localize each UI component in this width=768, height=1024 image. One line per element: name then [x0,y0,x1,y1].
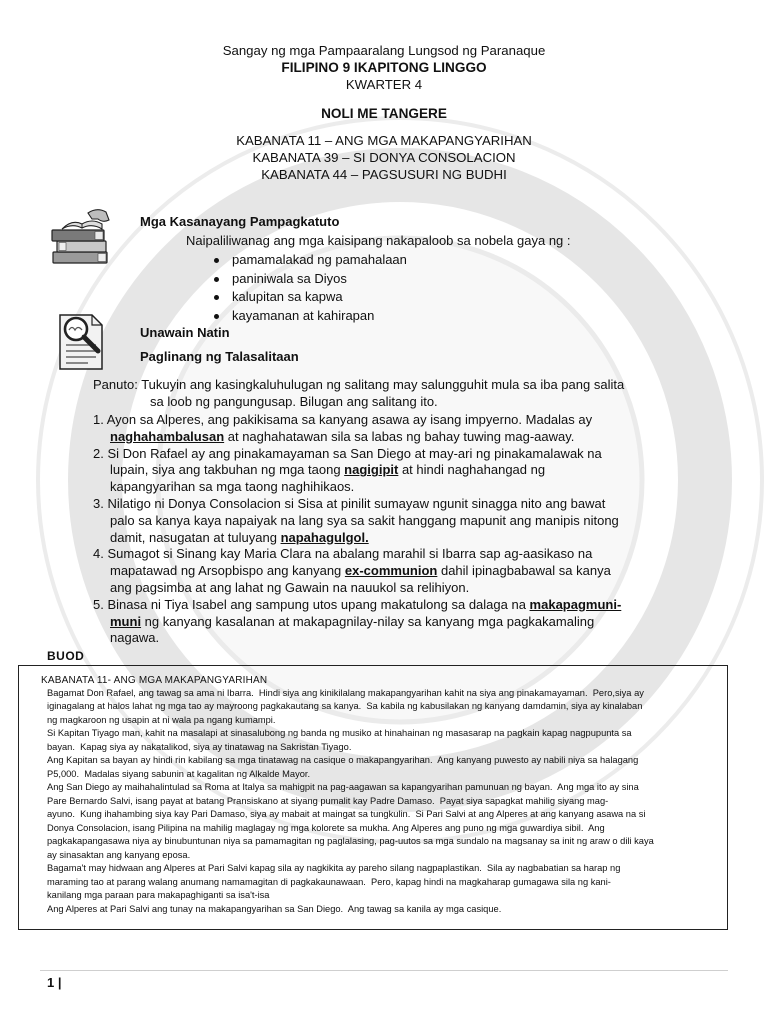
competencies-heading: Mga Kasanayang Pampagkatuto [140,214,340,229]
item-text: ng kanyang kasalanan at makapagnilay-nilay sa kanyang mga pagkakamaling [141,613,595,629]
summary-line: P5,000. Madalas siyang sabunin at kagalitan ng Alkalde Mayor. [47,768,311,779]
summary-box [18,665,728,930]
list-item-text: pamamalakad ng pamahalaan [232,252,407,267]
list-item [214,251,514,270]
item-number: 1. [93,412,104,427]
summary-line: pagkakapangasawa niya ay binubuntunan niya sa pamamagitan ng paglalasing, pag-uutos sa mga sundalo na magsanay sa init ng araw o dili kaya [47,836,654,846]
magnifier-document-icon [54,311,112,373]
instruction-line: sa loob ng pangungusap. Bilugan ang salitang ito. [150,394,438,409]
item-text: at hindi naghahangad ng [398,462,546,478]
item-text: dahil ipinagbabawal sa kanya [437,563,611,579]
summary-line: Ang Alperes at Pari Salvi ang tunay na makapangyarihan sa San Diego. Ang tawag sa kanila ay mga casique. [47,903,502,914]
vocab-item-3-line [93,513,621,530]
footer-separator: | [57,975,62,990]
item-text: mapatawad ng Arsopbispo ang kanyang [110,563,345,579]
list-item [214,288,514,307]
chapter-heading: KABANATA 44 – PAGSUSURI NG BUDHI [261,167,507,182]
lesson-heading: Unawain Natin [140,325,230,340]
summary-line: Donya Consolacion, isang Pilipina na mahilig maglagay ng mga kolorete sa mukha. Ang Alperes ang puno ng mga guwardiya sibil. Ang [47,822,605,833]
instruction-line: Panuto: Tukuyin ang kasingkaluhulugan ng salitang may salungguhit mula sa iba pang salita [93,377,625,392]
vocab-keyword: nagigipit [344,462,399,478]
quarter-label: KWARTER 4 [345,77,423,92]
footer-divider [40,970,728,971]
summary-line: Pare Bernardo Salvi, isang payat at batang Pransiskano at siyang pumalit kay Padre Damaso. Payat siya sapagkat mahilig siyang mag- [47,795,609,806]
summary-label: BUOD [47,649,85,663]
summary-line: Ang Kapitan sa bayan ay hindi rin kabilang sa mga tinatawag na casique o makapangyarihan. Ang kanyang puwesto ay nabili niya sa halagang [47,755,639,765]
item-text: palo sa kanya kaya napaiyak na lang sya sa sakit hanggang mapunit ang manipis nitong [110,512,619,528]
novel-title: NOLI ME TANGERE [321,106,447,121]
summary-line: ayuno. Kung ihahambing siya kay Pari Damaso, siya ay mabait at maingat sa tungkulin. Si Pari Salvi at ang Alperes at ang kanyang asawa na si [47,809,646,819]
chapter-heading: KABANATA 11 – ANG MGA MAKAPANGYARIHAN [236,133,532,148]
item-text: Si Don Rafael ay ang pinakamayaman sa San Diego at may-ari ng pinakamalawak na [107,445,602,461]
vocab-item-2-line [93,479,621,496]
item-text: kapangyarihan sa mga taong naghihikaos. [110,479,355,495]
vocab-item-3-line [93,496,621,513]
item-text: Sumagot si Sinang kay Maria Clara na abalang marahil si Ibarra sap ag-aasikaso na [107,546,593,562]
bullet-icon [214,258,219,263]
summary-line: maraming tao at parang walang anumang namamagitan di pagkakaunawaan. Pero, kapag hindi na magkaharap gumagawa sila ng kani- [47,876,611,887]
bullet-icon [214,277,219,282]
vocab-item-1-line [93,429,621,446]
vocab-item-2-line [93,462,621,479]
summary-line: Si Kapitan Tiyago man, kahit na masalapi at sinasalubong ng banda ng musiko at hinahainan ng masasarap na pagkain kapag nagpupunta sa [47,728,632,738]
summary-body [47,687,654,917]
vocab-item-1-line [93,412,621,429]
vocab-keyword: naghahambalusan [110,428,225,444]
summary-line: Ang San Diego ay maihahalintulad sa Roma at Italya sa mahigpit na pag-aagawan sa kapangyarihan pamunuan ng bayan. Ang mga ito ay sina [47,782,639,792]
vocab-item-4-line [93,580,621,597]
list-item-text: kayamanan at kahirapan [232,307,375,323]
item-text: Ayon sa Alperes, ang pakikisama sa kanyang asawa ay isang impyerno. Madalas ay [106,412,593,427]
summary-line: iginagalang at halos lahat ng mga tao ay mayroong pagkakautang sa kanya. Sa kabila ng kabusilakan ng kanyang damdamin, siya ay kinalaban [47,701,643,711]
item-number: 2. [93,445,104,461]
vocab-keyword: ex-communion [344,563,438,579]
bullet-icon [214,314,219,319]
summary-line: ng magkaroon ng usapin at ni wala pa ngang kumampi. [47,714,276,725]
chapter-heading: KABANATA 39 – SI DONYA CONSOLACION [252,150,516,165]
list-item-text: paniniwala sa Diyos [232,270,347,286]
item-number: 4. [93,546,104,562]
summary-line: bayan. Kapag siya ay nakatalikod, siya ay tinatawag na Sakristan Tiyago. [47,741,352,752]
summary-line: Bagama't may hidwaan ang Alperes at Pari Salvi kapag sila ay nagkikita ay pareho silang nagpaplastikan. Sila ay nagbabatian sa harap ng [47,863,621,873]
list-item [214,270,514,289]
vocab-item-4-line [93,546,621,563]
list-item [214,307,514,326]
competencies-intro: Naipaliliwanag ang mga kaisipang nakapaloob sa nobela gaya ng : [186,233,571,248]
item-text: lupain, siya ang takbuhan ng mga taong [110,462,345,478]
vocab-keyword: napahagulgol. [280,529,369,545]
item-text: Nilatigo ni Donya Consolacion si Sisa at pinilit sumayaw ngunit sinagga nito ang bawat [107,495,606,511]
vocab-item-5-line [93,630,621,647]
vocab-item-5-line [93,614,621,631]
vocab-keyword: makapagmuni- [529,596,622,612]
item-text: damit, nasugatan at tuluyang [110,529,281,545]
item-text: nagawa. [110,630,160,646]
item-number: 3. [93,495,104,511]
item-number: 5. [93,596,104,612]
vocab-keyword: muni [110,613,142,629]
vocab-item-3-line [93,530,621,547]
summary-line: Bagamat Don Rafael, ang tawag sa ama ni Ibarra. Hindi siya ang kinikilalang makapangyarihan kahit na siya ang pinakamayaman. Pero,siya ay [47,687,644,698]
books-icon [50,205,112,267]
list-item-text: kalupitan sa kapwa [232,289,343,304]
vocab-item-5-line [93,597,621,614]
summary-line: kanilang mga paraan para makapaghiganti sa isa't-isa [47,890,270,900]
item-text: ang pagsimba at ang lahat ng Gawain na nauukol sa relihiyon. [110,579,470,595]
item-text: at naghahatawan sila sa labas ng bahay tuwing mag-aaway. [224,428,575,444]
summary-title: KABANATA 11- ANG MGA MAKAPANGYARIHAN [41,675,268,686]
item-text: Binasa ni Tiya Isabel ang sampung utos upang makatulong sa dalaga na [107,596,530,612]
vocab-item-4-line [93,563,621,580]
vocab-item-2-line [93,446,621,463]
bullet-icon [214,295,219,300]
vocabulary-list [93,412,621,647]
page-footer [47,975,62,991]
division-name: Sangay ng mga Pampaaralang Lungsod ng Paranaque [222,43,546,58]
page-number: 1 [47,975,55,990]
subject-title: FILIPINO 9 IKAPITONG LINGGO [281,60,487,75]
lesson-subheading: Paglinang ng Talasalitaan [140,349,299,364]
summary-line: ay sinasaktan ang kanyang eposa. [47,849,191,860]
competencies-list [214,251,514,325]
